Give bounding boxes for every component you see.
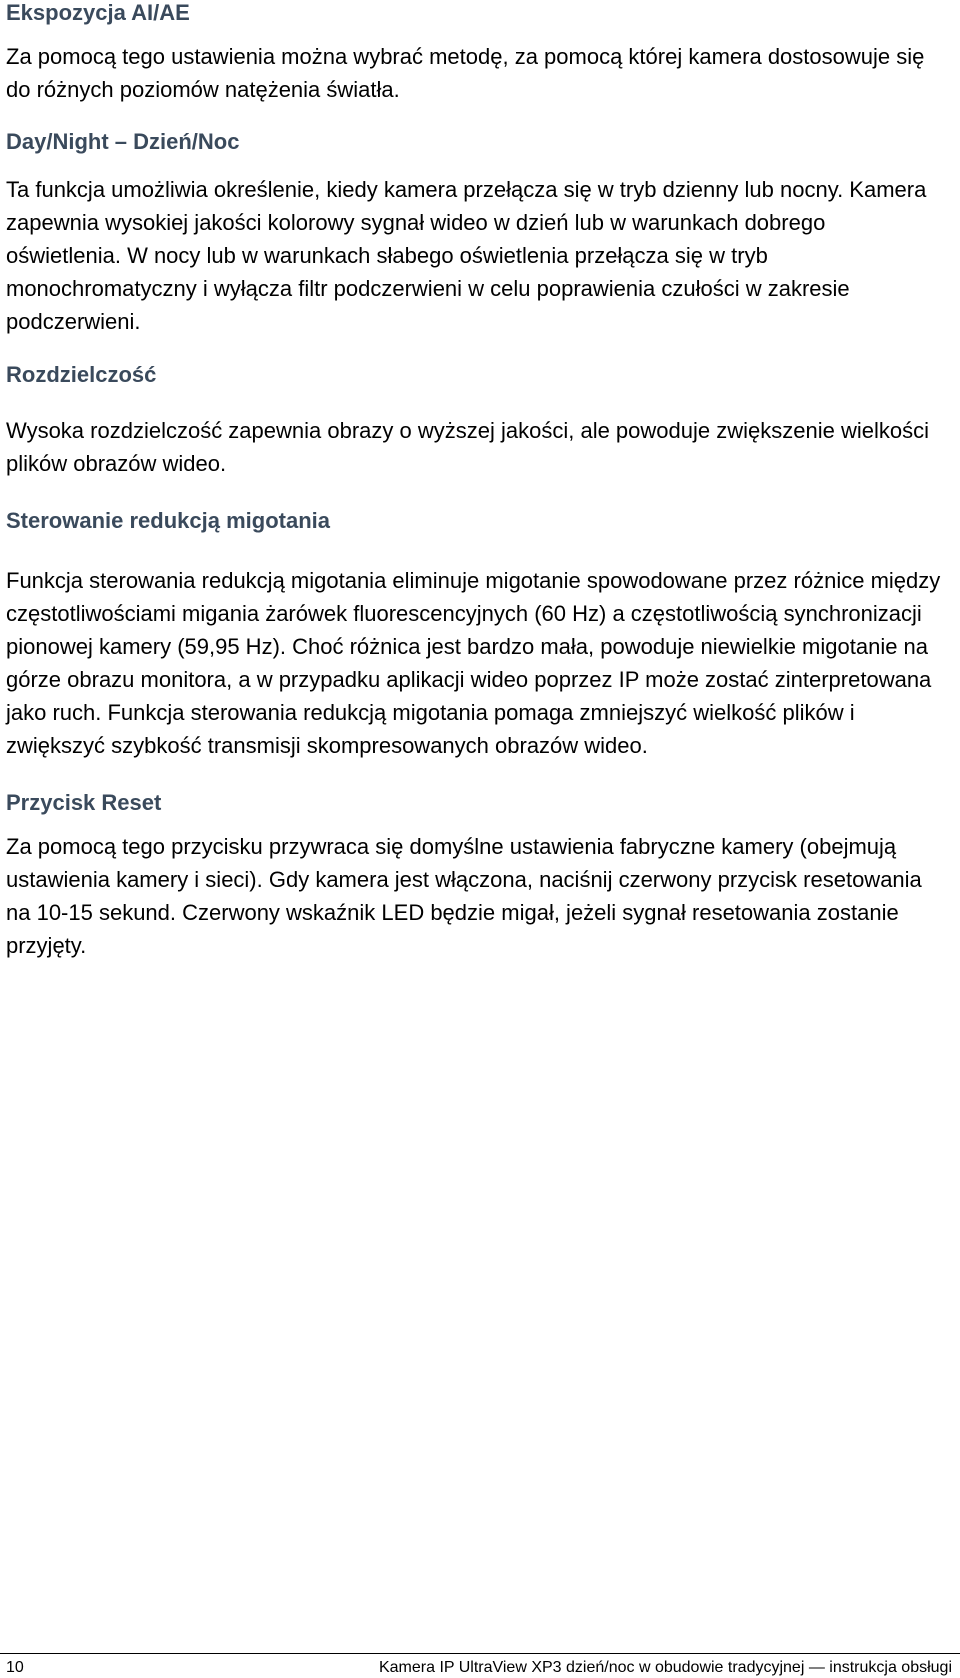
section-title-exposure: Ekspozycja AI/AE	[6, 0, 190, 25]
section-title-flicker-control: Sterowanie redukcją migotania	[6, 508, 330, 533]
section-title-resolution: Rozdzielczość	[6, 362, 157, 387]
page-number: 10	[6, 1659, 24, 1676]
section-body-reset-button: Za pomocą tego przycisku przywraca się domyślne ustawienia fabryczne kamery (obejmują ustawienia kamery i sieci). Gdy kamera jest włączona, naciśnij czerwony przycisk resetowania na 10-15 sekund. Czerwony wskaźnik LED będzie migał, jeżeli sygnał resetowania zostanie przyjęty.	[6, 834, 922, 958]
footer-document-title: Kamera IP UltraView XP3 dzień/noc w obudowie tradycyjnej — instrukcja obsługi	[378, 1659, 952, 1676]
section-body-exposure: Za pomocą tego ustawienia można wybrać metodę, za pomocą której kamera dostosowuje się do różnych poziomów natężenia światła.	[6, 44, 925, 102]
section-body-day-night: Ta funkcja umożliwia określenie, kiedy kamera przełącza się w tryb dzienny lub nocny. Kamera zapewnia wysokiej jakości kolorowy sygnał wideo w dzień lub w warunkach dobrego oświetlenia. W nocy lub w warunkach słabego oświetlenia przełącza się w tryb monochromatyczny i wyłącza filtr podczerwieni w celu poprawienia czułości w zakresie podczerwieni.	[6, 177, 927, 334]
document-content	[6, 0, 946, 962]
footer-divider	[0, 1653, 960, 1654]
section-body-resolution: Wysoka rozdzielczość zapewnia obrazy o wyższej jakości, ale powoduje zwiększenie wielkości plików obrazów wideo.	[6, 418, 929, 476]
section-body-flicker-control: Funkcja sterowania redukcją migotania eliminuje migotanie spowodowane przez różnice między częstotliwościami migania żarówek fluorescencyjnych (60 Hz) a częstotliwością synchronizacji pionowej kamery (59,95 Hz). Choć różnica jest bardzo mała, powoduje niewielkie migotanie na górze obrazu monitora, a w przypadku aplikacji wideo poprzez IP może zostać zinterpretowana jako ruch. Funkcja sterowania redukcją migotania pomaga zmniejszyć wielkość plików i zwiększyć szybkość transmisji skompresowanych obrazów wideo.	[6, 568, 941, 758]
section-title-day-night: Day/Night – Dzień/Noc	[6, 129, 240, 154]
page-footer	[0, 1653, 960, 1678]
section-title-reset-button: Przycisk Reset	[6, 790, 162, 815]
